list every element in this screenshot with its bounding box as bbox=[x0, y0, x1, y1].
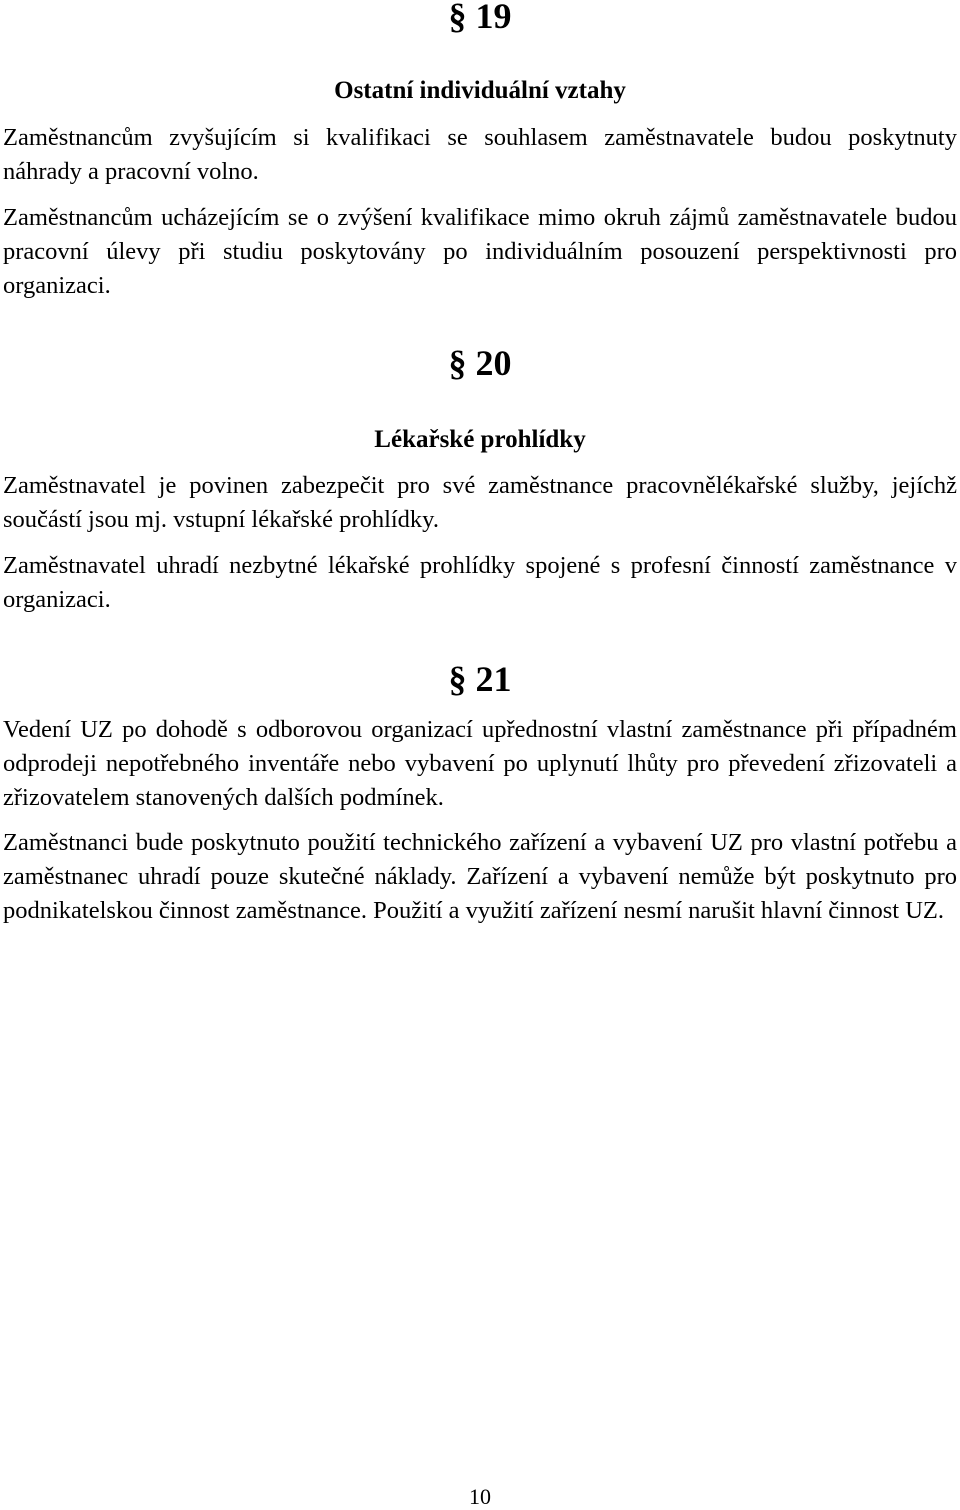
section-title-19: Ostatní individuální vztahy bbox=[334, 77, 626, 104]
section-title-20: Lékařské prohlídky bbox=[374, 426, 586, 453]
section-mark-21: § 21 bbox=[448, 659, 512, 699]
section-mark-19: § 19 bbox=[448, 0, 512, 36]
section-mark-20: § 20 bbox=[448, 343, 512, 383]
page-number: 10 bbox=[469, 1484, 491, 1509]
paragraph-21-1: Vedení UZ po dohodě s odborovou organizací upřednostní vlastní zaměstnance při případném odprodeji nepotřebného inventáře nebo vybavení po uplynutí lhůty pro převedení zřizovateli a zřizovatelem stanovených dalších podmínek. bbox=[3, 716, 957, 811]
paragraph-20-1: Zaměstnavatel je povinen zabezpečit pro své zaměstnance pracovnělékařské služby, jejíchž součástí jsou mj. vstupní lékařské prohlídky. bbox=[3, 472, 957, 533]
paragraph-19-2: Zaměstnancům ucházejícím se o zvýšení kvalifikace mimo okruh zájmů zaměstnavatele budou pracovní úlevy při studiu poskytovány po individuálním posouzení perspektivnosti pro organizaci. bbox=[3, 204, 957, 299]
paragraph-21-2: Zaměstnanci bude poskytnuto použití technického zařízení a vybavení UZ pro vlastní potřebu a zaměstnanec uhradí pouze skutečné náklady. Zařízení a vybavení nemůže být poskytnuto pro podnikatelskou činnost zaměstnance. Použití a využití zařízení nesmí narušit hlavní činnost UZ. bbox=[3, 829, 957, 924]
paragraph-20-2: Zaměstnavatel uhradí nezbytné lékařské prohlídky spojené s profesní činností zaměstnance v organizaci. bbox=[3, 552, 957, 613]
paragraph-19-1: Zaměstnancům zvyšujícím si kvalifikaci se souhlasem zaměstnavatele budou poskytnuty náhrady a pracovní volno. bbox=[3, 124, 957, 185]
